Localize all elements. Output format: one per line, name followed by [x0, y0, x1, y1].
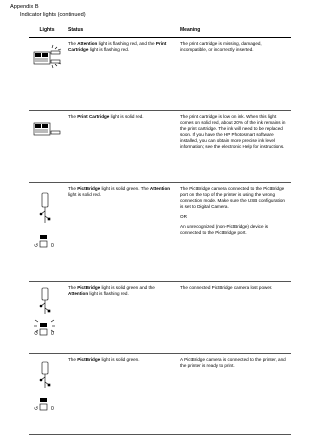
table-header-row [29, 24, 291, 38]
status-keyword: PictBridge [77, 285, 101, 290]
status-keyword: Attention [149, 186, 171, 191]
pictbridge-light-icon [30, 282, 64, 351]
status-keyword: Attention [77, 41, 98, 46]
status-text: The [68, 41, 78, 46]
meaning-text: An unrecognized (non-PictBridge) device is connected to the PictBridge port. [180, 224, 269, 235]
status-text: light is flashing red, and the [97, 41, 156, 46]
table-row [29, 183, 291, 282]
status-text: light is solid green and the [100, 285, 155, 290]
table-row [29, 38, 291, 111]
meaning-text: The print cartridge is missing, damaged, incompatible, or incorrectly inserted. [180, 41, 262, 52]
status-text: light is solid red. [109, 114, 144, 119]
svg-text:↺: ↺ [34, 243, 39, 249]
table-row [29, 282, 291, 354]
pictbridge-light-icon [30, 183, 64, 279]
header-meaning: Meaning [177, 24, 291, 38]
svg-text:↺: ↺ [34, 406, 39, 412]
status-text: The [68, 357, 78, 362]
page-subtitle: Indicator lights (continued) [20, 12, 86, 18]
status-text: light is flashing red. [88, 47, 130, 52]
svg-text:0: 0 [51, 243, 54, 249]
meaning-text: The print cartridge is low on ink. When this light comes on solid red, about 20% of the ink remains in the print cartridge. The ink will need to be replaced soon. If you have the HP Photosmart software installed, you can obtain more precise ink level information; see the electronic Help for instructions. [180, 114, 286, 149]
status-text: The [68, 285, 78, 290]
status-text: The [68, 186, 78, 191]
status-keyword: Attention [68, 291, 89, 296]
indicator-lights-table [29, 24, 291, 435]
status-keyword: PictBridge [77, 357, 101, 362]
status-keyword: Print Cartridge [77, 114, 110, 119]
table-row [29, 354, 291, 435]
meaning-text: The connected PictBridge camera lost power. [180, 285, 273, 290]
status-keyword: PictBridge [77, 186, 101, 191]
header-lights: Lights [29, 24, 65, 38]
attention-and-print-cartridge-lights-icon [30, 38, 64, 108]
svg-text:↺: ↺ [34, 331, 39, 337]
status-text: light is solid red. [68, 192, 101, 197]
status-text: light is solid green. The [100, 186, 150, 191]
svg-text:0: 0 [51, 406, 54, 412]
status-text: light is solid green. [100, 357, 140, 362]
header-status: Status [65, 24, 177, 38]
status-text: light is flashing red. [88, 291, 129, 296]
meaning-text: The PictBridge camera connected to the PictBridge port on the top of the printer is using the wrong connection mode. Make sure the USB configuration is set to Digital Camera. [180, 186, 285, 209]
meaning-text: OR [180, 214, 187, 219]
status-text: The [68, 114, 78, 119]
table-row [29, 111, 291, 183]
pictbridge-light-icon [30, 354, 64, 432]
print-cartridge-light-icon [30, 111, 64, 161]
meaning-text: A PictBridge camera is connected to the printer, and the printer is ready to print. [180, 357, 286, 368]
svg-text:0: 0 [51, 331, 54, 337]
appendix-label: Appendix B [10, 4, 39, 10]
status-keyword: Print Cartridge [68, 41, 167, 52]
